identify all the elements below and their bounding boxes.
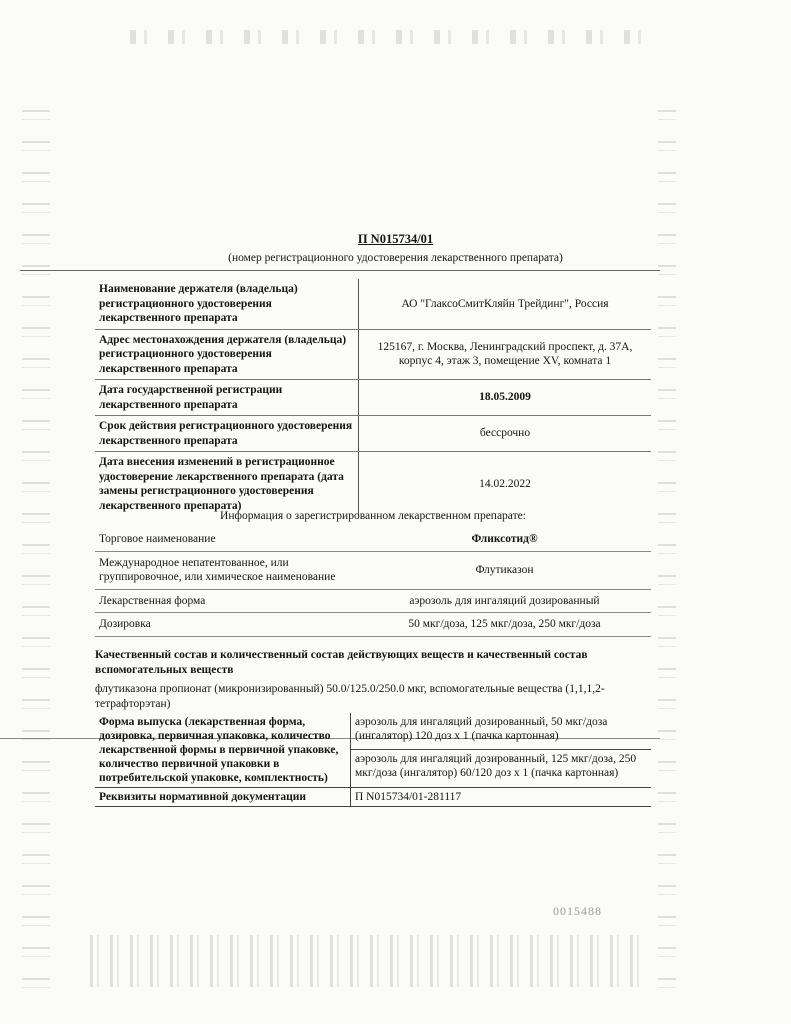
registration-number: П N015734/01 (357, 232, 434, 246)
registration-date-value: 18.05.2009 (359, 380, 652, 416)
normative-value: П N015734/01-281117 (351, 788, 652, 807)
holder-address-label: Адрес местонахождения держателя (владельца) регистрационного удостоверения лекарственного препарата (95, 329, 359, 380)
registration-date-row (95, 380, 651, 416)
scan-noise-top (130, 30, 660, 44)
change-date-label: Дата внесения изменений в регистрационное удостоверение лекарственного препарата (дата замены регистрационного удостоверения лекарственного препарата) (99, 456, 344, 512)
holder-address-value: 125167, г. Москва, Ленинградский проспект, д. 37А, корпус 4, этаж 3, помещение XV, комната 1 (359, 329, 652, 380)
packaging-row-1 (95, 713, 651, 750)
trade-name-value: Фликсотид® (358, 528, 651, 551)
change-date-value: 14.02.2022 (359, 452, 652, 517)
inn-value: Флутиказон (358, 551, 651, 589)
validity-row (95, 416, 651, 452)
dosage-row (95, 613, 651, 637)
inn-label: Международное непатентованное, или группировочное, или химическое наименование (95, 551, 358, 589)
change-date-row (95, 452, 651, 517)
product-table (95, 528, 651, 637)
holder-name-row (95, 279, 651, 329)
packaging-value-2: аэрозоль для ингаляций дозированный, 125 мкг/доза, 250 мкг/доза (ингалятор) 60/120 доз х 1 (пачка картонная) (355, 753, 637, 780)
trade-name-label: Торговое наименование (95, 528, 358, 551)
validity-label: Срок действия регистрационного удостоверения лекарственного препарата (95, 416, 359, 452)
composition-heading: Качественный состав и количественный состав действующих веществ и качественный состав вспомогательных веществ (95, 649, 588, 676)
product-info-title: Информация о зарегистрированном лекарственном препарате: (220, 510, 526, 522)
dosage-label: Дозировка (95, 613, 358, 637)
packaging-value-1: аэрозоль для ингаляций дозированный, 50 мкг/доза (ингалятор) 120 доз х 1 (пачка картонная) (351, 713, 652, 750)
composition-value: флутиказона пропионат (микронизированный) 50.0/125.0/250.0 мкг, вспомогательные вещества (1,1,1,2-тетрафторэтан) (95, 683, 605, 710)
packaging-table (95, 713, 651, 807)
registration-caption: (номер регистрационного удостоверения лекарственного препарата) (228, 252, 563, 264)
stamp-number: 0015488 (553, 904, 602, 918)
packaging-label: Форма выпуска (лекарственная форма, дозировка, первичная упаковка, количество лекарственной формы в первичной упаковке, количество первичной упаковки в потребительской упаковке, комплектность) (95, 713, 351, 788)
holder-name-label: Наименование держателя (владельца) регистрационного удостоверения лекарственного препарата (95, 279, 359, 329)
holder-address-row (95, 329, 651, 380)
scan-line (20, 270, 660, 271)
dosage-form-value: аэрозоль для ингаляций дозированный (358, 589, 651, 613)
trade-name-row (95, 528, 651, 551)
normative-label: Реквизиты нормативной документации (95, 788, 351, 807)
registration-date-label: Дата государственной регистрации лекарственного препарата (95, 380, 359, 416)
inn-row (95, 551, 651, 589)
dosage-form-label: Лекарственная форма (95, 589, 358, 613)
dosage-form-row (95, 589, 651, 613)
validity-value: бессрочно (359, 416, 652, 452)
holder-table (95, 279, 651, 516)
normative-row (95, 788, 651, 807)
holder-name-value: АО "ГлаксоСмитКляйн Трейдинг", Россия (359, 279, 652, 329)
dosage-value: 50 мкг/доза, 125 мкг/доза, 250 мкг/доза (358, 613, 651, 637)
scan-noise-bottom (90, 935, 650, 987)
